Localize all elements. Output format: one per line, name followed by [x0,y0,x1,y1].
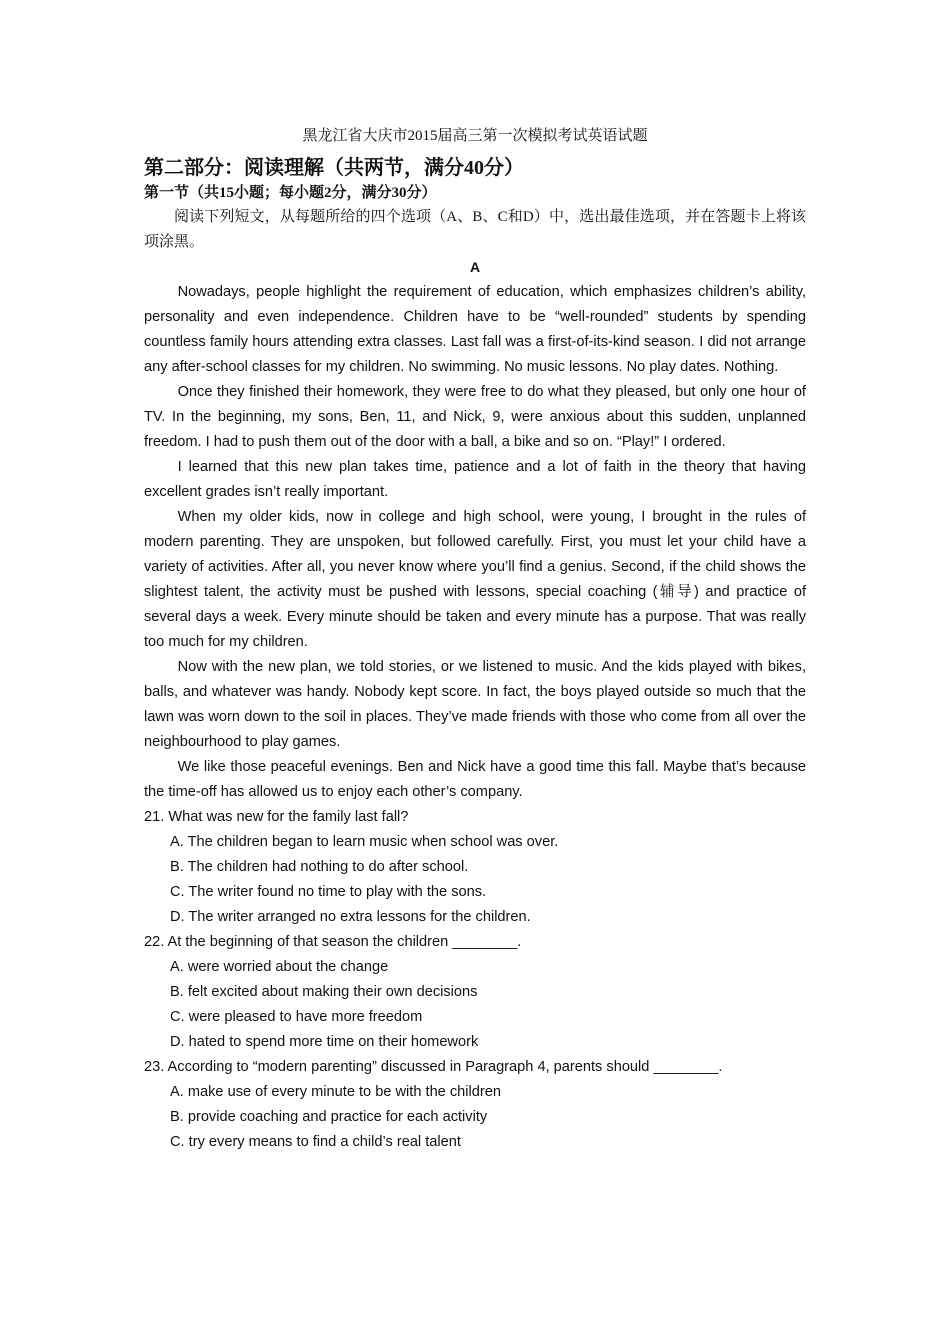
question-option: A. make use of every minute to be with the children [170,1084,501,1100]
question-21 [144,805,806,930]
paragraph: When my older kids, now in college and high school, were young, I brought in the rules of modern parenting. They are unspoken, but followed carefully. First, you must let your child have a variety of activities. After all, you never know where you’ll find a genius. Second, if the child shows the slightest talent, the activity must be pushed with lessons, special coaching (辅导) and practice of several days a week. Every minute should be taken and every minute has a purpose. That was really too much for my children. [144,509,806,650]
question-option: A. The children began to learn music when school was over. [170,834,559,850]
question-option: D. hated to spend more time on their homework [170,1034,479,1050]
question-option: B. The children had nothing to do after school. [170,859,469,875]
question-option: D. The writer arranged no extra lessons for the children. [170,909,531,925]
passage-body [144,280,806,805]
question-stem: 23. According to “modern parenting” discussed in Paragraph 4, parents should ________. [144,1059,723,1075]
paragraph: Once they finished their homework, they were free to do what they pleased, but only one hour of TV. In the beginning, my sons, Ben, 11, and Nick, 9, were anxious about this sudden, unplanned freedom. I had to push them out of the door with a ball, a bike and so on. “Play!” I ordered. [144,384,806,450]
paragraph: Nowadays, people highlight the requirement of education, which emphasizes children’s ability, personality and even independence. Children have to be “well-rounded” students by spending countless family hours attending extra classes. Last fall was a first-of-its-kind season. I did not arrange any after-school classes for my children. No swimming. No music lessons. No play dates. Nothing. [144,284,806,375]
document-page [144,124,806,1155]
question-option: B. provide coaching and practice for each activity [170,1109,488,1125]
part-heading: 第二部分：阅读理解（共两节，满分40分） [144,157,524,179]
question-stem: 21. What was new for the family last fall? [144,809,409,825]
paragraph: We like those peaceful evenings. Ben and Nick have a good time this fall. Maybe that’s because the time-off has allowed us to enjoy each other’s company. [144,759,806,800]
document-title: 黑龙江省大庆市2015届高三第一次模拟考试英语试题 [302,128,648,144]
question-stem: 22. At the beginning of that season the children ________. [144,934,522,950]
question-option: C. were pleased to have more freedom [170,1009,423,1025]
question-option: C. The writer found no time to play with the sons. [170,884,487,900]
question-22 [144,930,806,1055]
question-list [144,805,806,1155]
question-option: B. felt excited about making their own decisions [170,984,478,1000]
passage-label: A [469,259,481,275]
paragraph: Now with the new plan, we told stories, or we listened to music. And the kids played with bikes, balls, and whatever was handy. Nobody kept score. In fact, the boys played outside so much that the lawn was worn down to the soil in places. They’ve made friends with those who come from all over the neighbourhood to play games. [144,659,806,750]
question-23 [144,1055,806,1155]
section-heading: 第一节（共15小题；每小题2分，满分30分） [144,185,437,201]
question-option: C. try every means to find a child’s real talent [170,1134,461,1150]
question-option: A. were worried about the change [170,959,389,975]
instructions: 阅读下列短文，从每题所给的四个选项（A、B、C和D）中，选出最佳选项，并在答题卡上将该项涂黑。 [144,209,806,250]
paragraph: I learned that this new plan takes time, patience and a lot of faith in the theory that having excellent grades isn’t really important. [144,459,806,500]
